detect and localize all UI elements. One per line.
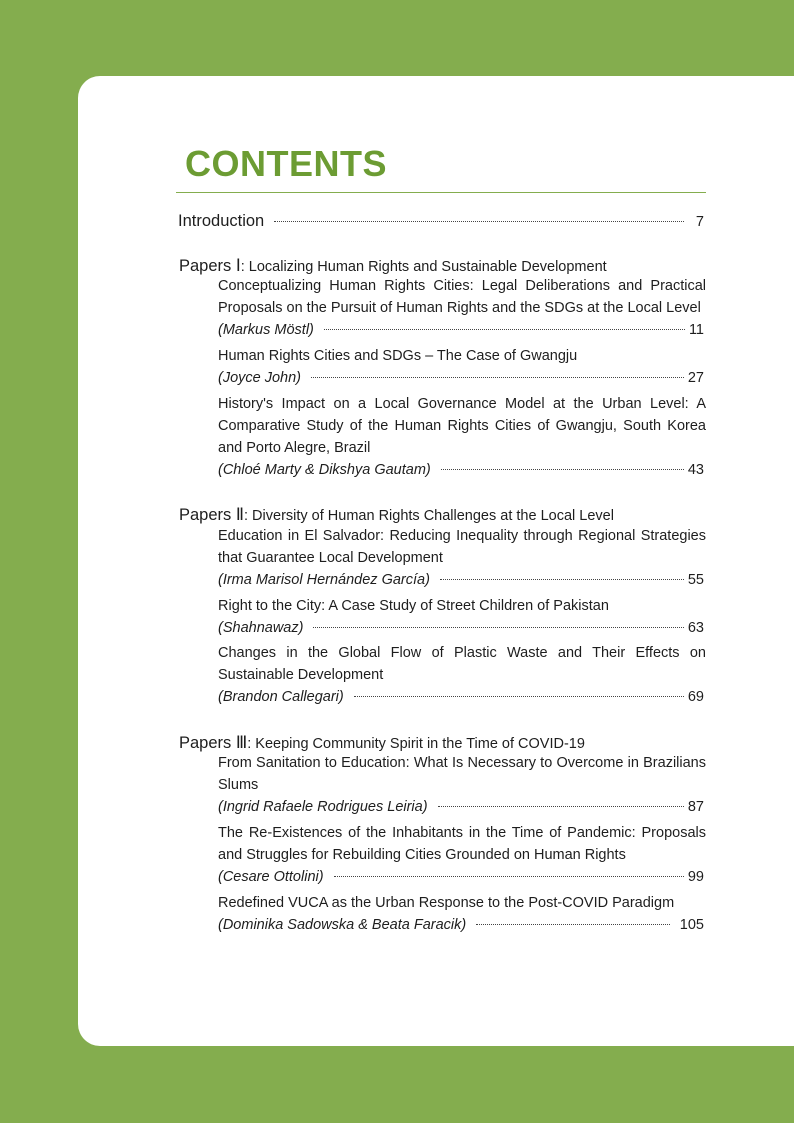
entry-title-line[interactable]: Redefined VUCA as the Urban Response to the Post-COVID Paradigm [218, 895, 675, 911]
section-label: Papers Ⅱ [179, 506, 244, 524]
page-number: 55 [687, 572, 704, 588]
dot-leader [438, 806, 684, 807]
section-label: Papers Ⅰ [179, 257, 241, 275]
page-number: 43 [687, 462, 704, 478]
page-number: 69 [687, 689, 704, 705]
entry-title-line[interactable]: Sustainable Development [218, 667, 384, 683]
page-number: 27 [687, 370, 704, 386]
entry-title-line[interactable]: Education in El Salvador: Reducing Inequality through Regional Strategies [218, 528, 706, 544]
section-heading [179, 733, 585, 754]
toc-entry[interactable] [218, 797, 704, 817]
author-name: (Chloé Marty & Dikshya Gautam) [218, 462, 431, 478]
section-title: : Diversity of Human Rights Challenges at the Local Level [244, 508, 614, 524]
page-number: 87 [687, 799, 704, 815]
toc-entry[interactable] [218, 368, 704, 388]
section-heading [179, 256, 607, 277]
entry-title-line[interactable]: Proposals on the Pursuit of Human Rights and the SDGs at the Local Level [218, 300, 701, 316]
entry-title-line[interactable]: From Sanitation to Education: What Is Necessary to Overcome in Brazilians [218, 755, 706, 771]
toc-entry-introduction[interactable] [178, 211, 704, 232]
toc-entry[interactable] [218, 460, 704, 480]
toc-entry[interactable] [218, 867, 704, 887]
author-name: (Markus Möstl) [218, 322, 314, 338]
entry-title-line[interactable]: that Guarantee Local Development [218, 550, 443, 566]
entry-title-line[interactable]: Changes in the Global Flow of Plastic Waste and Their Effects on [218, 645, 706, 661]
toc-entry[interactable] [218, 570, 704, 590]
entry-title-line[interactable]: Right to the City: A Case Study of Street Children of Pakistan [218, 598, 609, 614]
page-number: 105 [679, 917, 704, 933]
toc-entry[interactable] [218, 320, 704, 340]
introduction-label: Introduction [178, 212, 265, 230]
page-number: 11 [688, 322, 704, 338]
author-name: (Shahnawaz) [218, 620, 304, 636]
author-name: (Ingrid Rafaele Rodrigues Leiria) [218, 799, 428, 815]
toc-entry[interactable] [218, 915, 704, 935]
page-number: 7 [695, 214, 704, 230]
entry-title-line[interactable]: Conceptualizing Human Rights Cities: Legal Deliberations and Practical [218, 278, 706, 294]
toc-entry[interactable] [218, 618, 704, 638]
entry-title-line[interactable]: and Porto Alegre, Brazil [218, 440, 371, 456]
author-name: (Joyce John) [218, 370, 302, 386]
page-number: 63 [687, 620, 704, 636]
section-title: : Keeping Community Spirit in the Time of COVID-19 [247, 736, 585, 752]
dot-leader [324, 329, 685, 330]
entry-title-line[interactable]: Slums [218, 777, 259, 793]
dot-leader [274, 221, 684, 222]
author-name: (Dominika Sadowska & Beata Faracik) [218, 917, 467, 933]
dot-leader [354, 696, 684, 697]
entry-title-line[interactable]: Human Rights Cities and SDGs – The Case of Gwangju [218, 348, 578, 364]
dot-leader [311, 377, 684, 378]
entry-title-line[interactable]: The Re-Existences of the Inhabitants in the Time of Pandemic: Proposals [218, 825, 706, 841]
toc-entry[interactable] [218, 687, 704, 707]
entry-title-line[interactable]: History's Impact on a Local Governance Model at the Urban Level: A [218, 396, 706, 412]
dot-leader [440, 579, 684, 580]
section-title: : Localizing Human Rights and Sustainable Development [240, 259, 607, 275]
title-divider [176, 192, 706, 193]
contents-title: CONTENTS [185, 143, 387, 184]
entry-title-line[interactable]: and Struggles for Rebuilding Cities Grounded on Human Rights [218, 847, 626, 863]
author-name: (Cesare Ottolini) [218, 869, 324, 885]
entry-title-line[interactable]: Comparative Study of the Human Rights Cities of Gwangju, South Korea [218, 418, 706, 434]
section-label: Papers Ⅲ [179, 734, 248, 752]
dot-leader [476, 924, 670, 925]
author-name: (Irma Marisol Hernández García) [218, 572, 430, 588]
dot-leader [334, 876, 684, 877]
section-heading [179, 505, 614, 526]
author-name: (Brandon Callegari) [218, 689, 344, 705]
dot-leader [313, 627, 683, 628]
page-number: 99 [687, 869, 704, 885]
dot-leader [441, 469, 684, 470]
